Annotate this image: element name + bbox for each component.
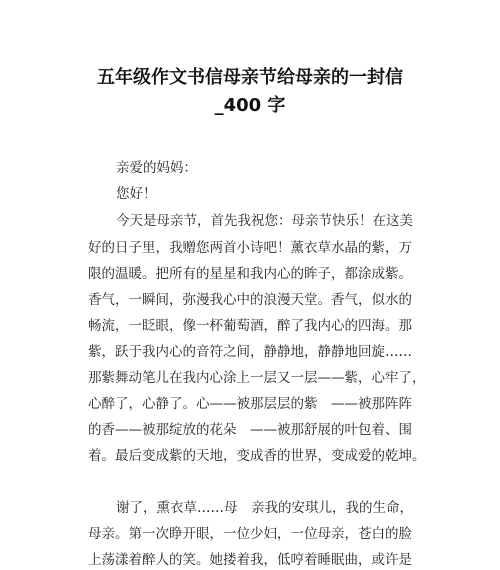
body-line: 心醉了，心静了。心——被那层层的紫 ——被那阵阵 [88, 396, 412, 412]
document-title-continued: _400 字 [214, 95, 286, 116]
body-line: 香气，一瞬间，弥漫我心中的浪漫天堂。香气，似水的 [88, 292, 412, 308]
body-line: 好的日子里，我赠您两首小诗吧！薰衣草水晶的紫，万 [88, 240, 412, 256]
document-title: 五年级作文书信母亲节给母亲的一封信 [97, 67, 403, 88]
body-line: 畅流，一眨眼，像一杯葡萄酒，醉了我内心的四海。那 [88, 318, 412, 334]
body-line: 着。最后变成紫的天地，变成香的世界，变成爱的乾坤。 [88, 448, 426, 464]
body-line: 上荡漾着醉人的笑。她搂着我，低哼着睡眠曲，或许是 [88, 552, 412, 568]
body-line: 今天是母亲节，首先我祝您：母亲节快乐！在这美 [116, 213, 413, 229]
salutation-line: 亲爱的妈妈： [116, 160, 197, 176]
body-line: 限的温暖。把所有的星星和我内心的眸子，都涂成紫。 [88, 266, 412, 282]
body-line: 的香——被那绽放的花朵 ——被那舒展的叶包着、围 [88, 422, 412, 438]
body-line: 谢了，熏衣草……母 亲我的安琪儿，我的生命， [116, 500, 413, 516]
body-line: 那紫舞动笔儿在我内心涂上一层又一层——紫，心牢了， [88, 370, 426, 386]
body-line: 母亲。第一次睁开眼，一位少妇，一位母亲，苍白的脸 [88, 526, 412, 542]
greeting-line: 您好！ [116, 186, 157, 202]
body-line: 紫，跃于我内心的音符之间，静静地，静静地回旋…… [88, 344, 412, 360]
